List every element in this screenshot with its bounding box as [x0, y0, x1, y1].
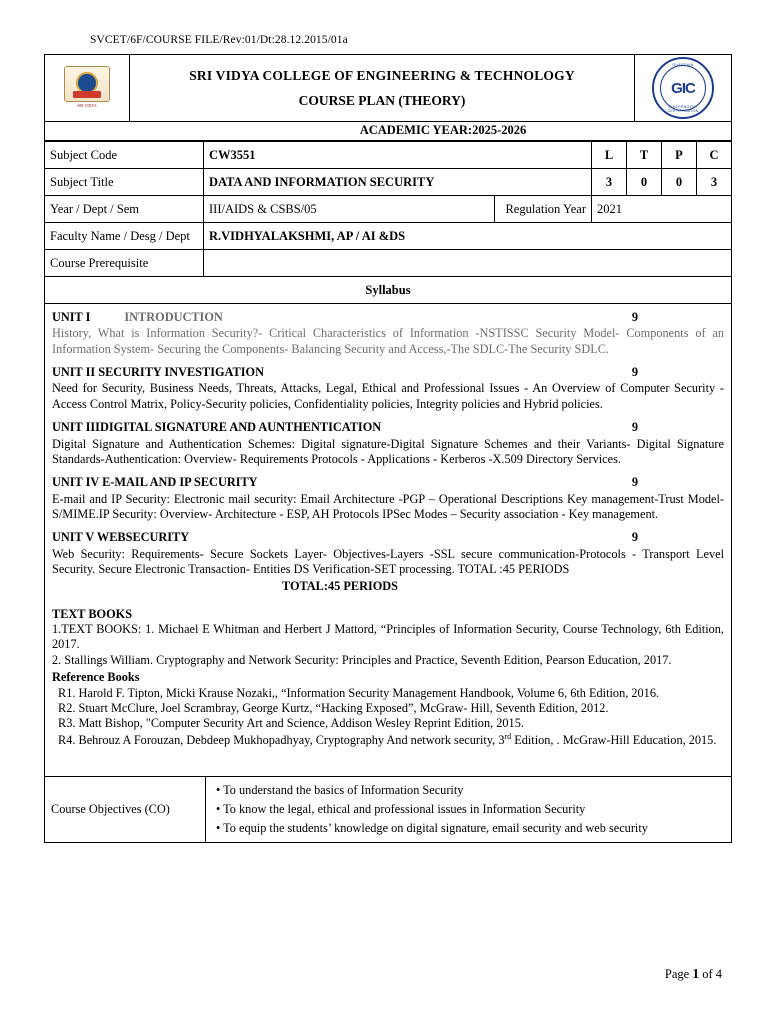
unit-3-content: Digital Signature and Authentication Schemes: Digital signature-Digital Signature Schemes and their Variants- Digital Signature Standards-Authentication: Overview- Requirements Protocols - Applications - Kerberos -X.509 Directory Services.: [52, 436, 724, 466]
table-row-faculty: [45, 223, 732, 250]
footer-suffix: of 4: [699, 967, 722, 981]
unit-1-content: History, What is Information Security?- Critical Characteristics of Information -NSTISSC Security Model- Components of an Information System- Securing the Components- Balancing Security and Access,-The SDLC-The Security SDLC.: [52, 326, 724, 356]
year-dept-sem-value: III/AIDS & CSBS/05: [204, 196, 495, 223]
unit-2-name: SECURITY INVESTIGATION: [95, 365, 264, 380]
academic-year-row: [44, 122, 732, 141]
unit-3-hours: 9: [631, 420, 638, 435]
ltpc-value-p: 0: [662, 169, 697, 196]
table-row-subject-code: [45, 142, 732, 169]
unit-4-heading: [52, 475, 724, 490]
table-row-prerequisite: [45, 250, 732, 277]
unit-3-heading: [52, 420, 724, 435]
table-row-course-objectives: [45, 777, 732, 843]
reference-item-2: R2. Stuart McClure, Joel Scrambray, George Kurtz, “Hacking Exposed”, McGraw- Hill, Seventh Edition, 2012.: [58, 700, 609, 715]
footer-page-number: 1: [692, 966, 700, 981]
course-objectives-table: [44, 776, 732, 843]
objective-item-3: • To equip the students’ knowledge on digital signature, email security and web security: [216, 821, 648, 836]
course-objectives-cell: [206, 777, 732, 843]
subject-code-value: CW3551: [204, 142, 592, 169]
page-footer: [665, 966, 722, 982]
unit-4-name: E-MAIL AND IP SECURITY: [99, 475, 258, 490]
unit-2-title: UNIT II: [52, 365, 96, 380]
faculty-label: Faculty Name / Desg / Dept: [45, 223, 204, 250]
unit-2-hours: 9: [631, 365, 638, 380]
reference-item-3: R3. Matt Bishop, "Computer Security Art and Science, Addison Wesley Reprint Edition, 2015.: [58, 716, 524, 731]
table-row-syllabus-header: [45, 277, 732, 304]
table-row-subject-title: [45, 169, 732, 196]
ltpc-header-t: T: [627, 142, 662, 169]
unit-5-heading: [52, 530, 724, 545]
text-books-heading: TEXT BOOKS: [52, 606, 133, 621]
unit-5-name: WEBSECURITY: [94, 530, 190, 545]
subject-code-label: Subject Code: [45, 142, 204, 169]
syllabus-body: [44, 304, 732, 754]
academic-year-label: ACADEMIC YEAR:2025-2026: [359, 123, 527, 137]
ltpc-header-l: L: [592, 142, 627, 169]
unit-2-heading: [52, 365, 724, 380]
objective-item-2: • To know the legal, ethical and professional issues in Information Security: [216, 802, 586, 817]
header-title-cell: [130, 55, 634, 121]
year-dept-sem-label: Year / Dept / Sem: [45, 196, 204, 223]
gic-arc-bottom-label: INDEPENDENT CERTIFICATION: [667, 105, 699, 113]
ltpc-value-l: 3: [592, 169, 627, 196]
reference-books-heading: Reference Books: [52, 670, 140, 685]
table-row-year-dept-sem: [45, 196, 732, 223]
institution-name: SRI VIDYA COLLEGE OF ENGINEERING & TECHNOLOGY: [189, 67, 575, 83]
unit-3-name: DIGITAL SIGNATURE AND AUNTHENTICATION: [99, 420, 382, 435]
reference-item-1: R1. Harold F. Tipton, Micki Krause Nozaki,, “Information Security Management Handbook, Volume 6, 6th Edition, 2016.: [58, 685, 660, 700]
text-book-item-1: 1.TEXT BOOKS: 1. Michael E Whitman and Herbert J Mattord, “Principles of Information Security, Course Technology, 6th Edition, 2017.: [52, 622, 724, 652]
header-box: [44, 54, 732, 122]
college-crest-icon: SRI VIDYA: [61, 66, 113, 110]
reference-item-4: R4. Behrouz A Forouzan, Debdeep Mukhopadhyay, Cryptography And network security, 3rd Edition, . McGraw-Hill Education, 2015.: [58, 731, 717, 747]
subject-title-label: Subject Title: [45, 169, 204, 196]
faculty-value: R.VIDHYALAKSHMI, AP / AI &DS: [204, 223, 732, 250]
objective-item-1: • To understand the basics of Information Security: [216, 783, 464, 798]
course-info-table: [44, 141, 732, 304]
left-logo-cell: [45, 55, 130, 121]
gic-arc-top-label: GUARDIAN: [672, 63, 694, 67]
unit-5-hours: 9: [631, 530, 638, 545]
unit-5-title: UNIT V: [52, 530, 95, 545]
total-periods: TOTAL:45 PERIODS: [281, 579, 399, 594]
unit-1-title: UNIT I: [52, 310, 91, 324]
document-code: SVCET/6F/COURSE FILE/Rev:01/Dt:28.12.2015/01a: [90, 34, 348, 46]
unit-3-title: UNIT III: [52, 420, 100, 435]
ltpc-header-c: C: [697, 142, 732, 169]
unit-4-title: UNIT IV: [52, 475, 100, 490]
unit-1-heading: [52, 310, 724, 325]
footer-prefix: Page: [664, 967, 693, 981]
gic-logo-text: GIC: [671, 79, 695, 97]
course-objectives-label: Course Objectives (CO): [45, 777, 206, 843]
ltpc-value-t: 0: [627, 169, 662, 196]
syllabus-header: Syllabus: [45, 277, 732, 304]
subject-title-value: DATA AND INFORMATION SECURITY: [204, 169, 592, 196]
unit-1-hours: 9: [631, 310, 638, 324]
unit-4-content: E-mail and IP Security: Electronic mail security: Email Architecture -PGP – Operational Descriptions Key management-Trust Model- S/MIME.IP Security: Overview- Architecture - ESP, AH Protocols IPSec Modes – Security association - Key management.: [52, 491, 724, 521]
ltpc-value-c: 3: [697, 169, 732, 196]
prerequisite-label: Course Prerequisite: [45, 250, 204, 277]
unit-1-name: INTRODUCTION: [124, 310, 223, 324]
regulation-year-label: Regulation Year: [495, 196, 592, 223]
unit-5-content: Web Security: Requirements- Secure Sockets Layer- Objectives-Layers -SSL secure communication-Protocols - Transport Level Security. Secure Electronic Transaction- Entities DS Verification-SET processing. TOTAL :45 PERIODS: [52, 546, 724, 577]
body-bottom-spacer: [44, 754, 732, 776]
text-book-item-2: 2. Stallings William. Cryptography and Network Security: Principles and Practice, Seventh Edition, Pearson Education, 2017.: [52, 652, 672, 667]
ltpc-header-p: P: [662, 142, 697, 169]
regulation-year-value: 2021: [592, 196, 732, 223]
unit-4-hours: 9: [631, 475, 638, 490]
document-subtitle: COURSE PLAN (THEORY): [298, 92, 466, 108]
prerequisite-value: [204, 250, 732, 277]
gic-certification-icon: [652, 57, 714, 119]
unit-2-content: Need for Security, Business Needs, Threats, Attacks, Legal, Ethical and Professional Issues - An Overview of Computer Security - Access Control Matrix, Policy-Security policies, Confidentiality policies, Integrity policies and Hybrid policies.: [52, 381, 724, 411]
right-logo-cell: [634, 55, 731, 121]
